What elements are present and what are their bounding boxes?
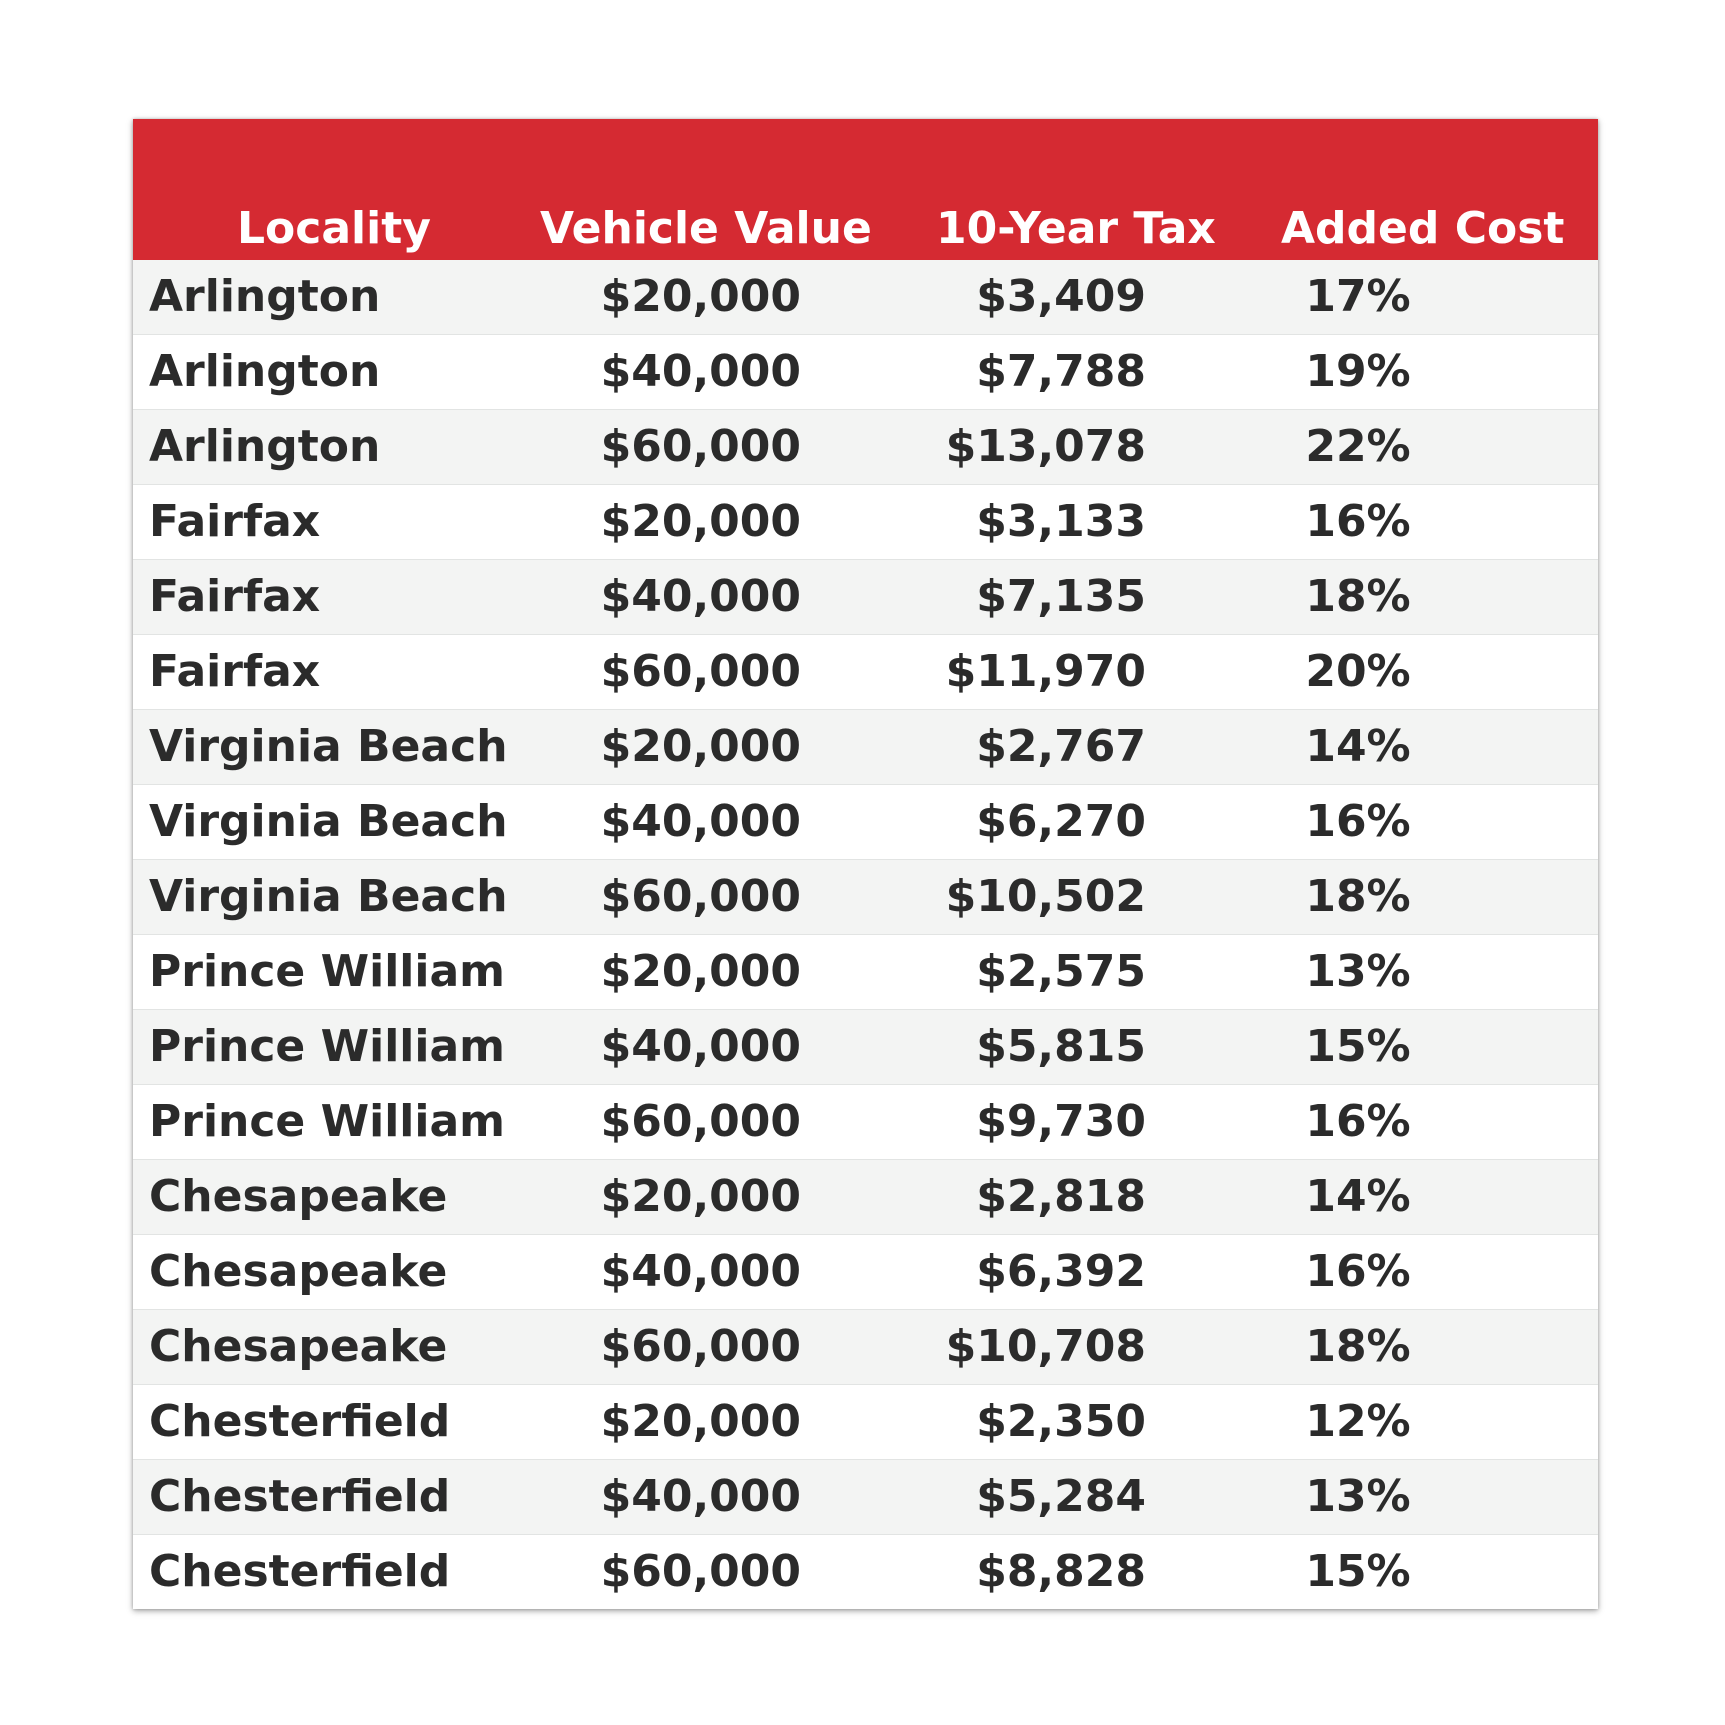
ten-year-tax-cell: $2,575 <box>976 946 1146 997</box>
locality-cell: Virginia Beach <box>149 796 508 847</box>
ten-year-tax-cell: $10,708 <box>945 1321 1146 1372</box>
table-row <box>133 1309 1598 1384</box>
vehicle-value-cell: $60,000 <box>600 646 801 697</box>
locality-cell: Chesapeake <box>149 1246 448 1297</box>
added-cost-cell: 18% <box>1305 1321 1411 1372</box>
vehicle-value-cell: $60,000 <box>600 1096 801 1147</box>
added-cost-cell: 22% <box>1305 421 1411 472</box>
table-row <box>133 409 1598 484</box>
ten-year-tax-cell: $10,502 <box>945 871 1146 922</box>
ten-year-tax-cell: $6,270 <box>976 796 1146 847</box>
tax-table <box>133 119 1598 1609</box>
added-cost-cell: 16% <box>1305 1096 1411 1147</box>
locality-cell: Virginia Beach <box>149 871 508 922</box>
ten-year-tax-cell: $3,133 <box>976 496 1146 547</box>
table-row <box>133 484 1598 559</box>
vehicle-value-cell: $60,000 <box>600 871 801 922</box>
vehicle-value-cell: $20,000 <box>600 946 801 997</box>
locality-cell: Virginia Beach <box>149 721 508 772</box>
vehicle-value-cell: $40,000 <box>600 796 801 847</box>
ten-year-tax-cell: $2,818 <box>976 1171 1146 1222</box>
vehicle-value-cell: $40,000 <box>600 346 801 397</box>
table-row <box>133 1459 1598 1534</box>
vehicle-value-cell: $20,000 <box>600 496 801 547</box>
table-row <box>133 260 1598 334</box>
ten-year-tax-cell: $5,815 <box>976 1021 1146 1072</box>
locality-cell: Chesapeake <box>149 1171 448 1222</box>
table-row <box>133 559 1598 634</box>
ten-year-tax-cell: $2,767 <box>976 721 1146 772</box>
locality-cell: Chesapeake <box>149 1321 448 1372</box>
locality-cell: Chesterfield <box>149 1471 451 1522</box>
added-cost-cell: 18% <box>1305 871 1411 922</box>
header-locality: Locality <box>237 203 431 254</box>
added-cost-cell: 16% <box>1305 796 1411 847</box>
vehicle-value-cell: $40,000 <box>600 1021 801 1072</box>
vehicle-value-cell: $40,000 <box>600 571 801 622</box>
vehicle-value-cell: $40,000 <box>600 1471 801 1522</box>
added-cost-cell: 15% <box>1305 1546 1411 1597</box>
locality-cell: Fairfax <box>149 646 321 697</box>
added-cost-cell: 18% <box>1305 571 1411 622</box>
vehicle-value-cell: $20,000 <box>600 1396 801 1447</box>
locality-cell: Arlington <box>149 346 381 397</box>
added-cost-cell: 20% <box>1305 646 1411 697</box>
added-cost-cell: 15% <box>1305 1021 1411 1072</box>
table-row <box>133 1009 1598 1084</box>
vehicle-value-cell: $20,000 <box>600 1171 801 1222</box>
table-row <box>133 709 1598 784</box>
vehicle-value-cell: $20,000 <box>600 721 801 772</box>
ten-year-tax-cell: $3,409 <box>976 271 1146 322</box>
table-row <box>133 1384 1598 1459</box>
added-cost-cell: 13% <box>1305 1471 1411 1522</box>
locality-cell: Prince William <box>149 946 505 997</box>
locality-cell: Prince William <box>149 1021 505 1072</box>
vehicle-value-cell: $60,000 <box>600 421 801 472</box>
ten-year-tax-cell: $5,284 <box>976 1471 1146 1522</box>
added-cost-cell: 12% <box>1305 1396 1411 1447</box>
ten-year-tax-cell: $13,078 <box>945 421 1146 472</box>
ten-year-tax-cell: $7,135 <box>976 571 1146 622</box>
added-cost-cell: 16% <box>1305 1246 1411 1297</box>
header-vehicle-value: Vehicle Value <box>540 203 872 254</box>
ten-year-tax-cell: $8,828 <box>976 1546 1146 1597</box>
table-row <box>133 1084 1598 1159</box>
header-added-cost: Added Cost <box>1281 203 1565 254</box>
table-row <box>133 1159 1598 1234</box>
added-cost-cell: 14% <box>1305 1171 1411 1222</box>
ten-year-tax-cell: $11,970 <box>945 646 1146 697</box>
locality-cell: Arlington <box>149 421 381 472</box>
locality-cell: Chesterfield <box>149 1546 451 1597</box>
locality-cell: Arlington <box>149 271 381 322</box>
ten-year-tax-cell: $9,730 <box>976 1096 1146 1147</box>
vehicle-value-cell: $60,000 <box>600 1546 801 1597</box>
table-row <box>133 1534 1598 1609</box>
locality-cell: Prince William <box>149 1096 505 1147</box>
table-header <box>133 119 1598 260</box>
added-cost-cell: 19% <box>1305 346 1411 397</box>
table-row <box>133 784 1598 859</box>
ten-year-tax-cell: $6,392 <box>976 1246 1146 1297</box>
vehicle-value-cell: $40,000 <box>600 1246 801 1297</box>
table-row <box>133 859 1598 934</box>
header-10-year-tax: 10-Year Tax <box>936 203 1216 254</box>
locality-cell: Chesterfield <box>149 1396 451 1447</box>
added-cost-cell: 17% <box>1305 271 1411 322</box>
added-cost-cell: 16% <box>1305 496 1411 547</box>
table-body <box>133 260 1598 1609</box>
table-row <box>133 934 1598 1009</box>
ten-year-tax-cell: $2,350 <box>976 1396 1146 1447</box>
table-row <box>133 334 1598 409</box>
vehicle-value-cell: $20,000 <box>600 271 801 322</box>
table-row <box>133 634 1598 709</box>
added-cost-cell: 13% <box>1305 946 1411 997</box>
ten-year-tax-cell: $7,788 <box>976 346 1146 397</box>
locality-cell: Fairfax <box>149 571 321 622</box>
added-cost-cell: 14% <box>1305 721 1411 772</box>
vehicle-value-cell: $60,000 <box>600 1321 801 1372</box>
locality-cell: Fairfax <box>149 496 321 547</box>
table-row <box>133 1234 1598 1309</box>
